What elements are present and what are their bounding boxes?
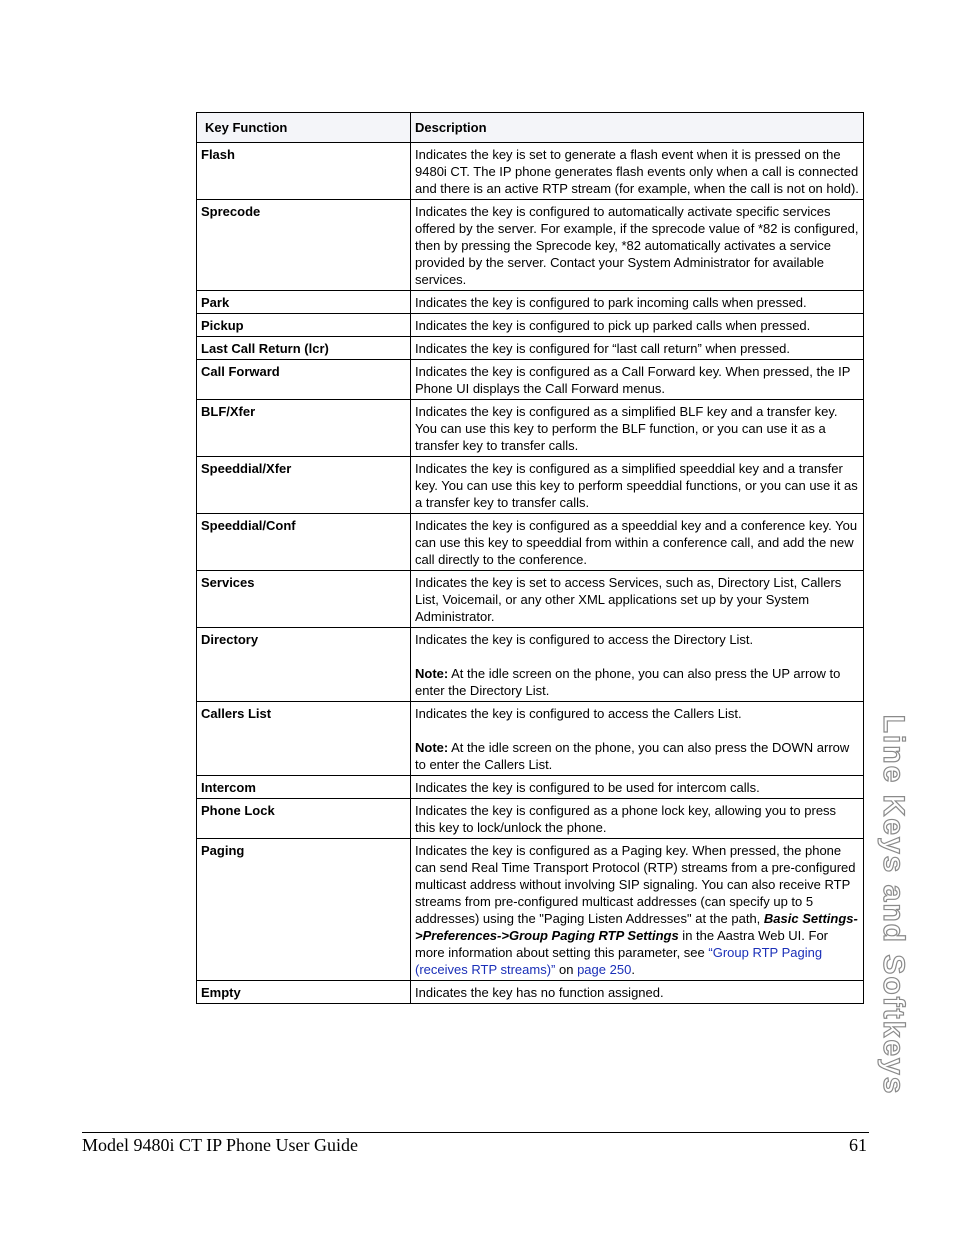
table-row xyxy=(197,981,864,1004)
note-label: Note: xyxy=(415,740,449,755)
key-function-cell: Paging xyxy=(197,839,411,981)
key-function-cell: Directory xyxy=(197,628,411,702)
column-header-key-function: Key Function xyxy=(197,113,411,143)
footer-page-number: 61 xyxy=(849,1135,867,1155)
description-text: Indicates the key is configured as a Paging key. When pressed, the phone can send Real Time Transport Protocol (RTP) streams from a pre-configured multicast address without involving SIP signaling. You can also receive RTP streams from pre-configured multicast addresses (can specify up to 5 addresses) using the "Paging Listen Addresses" at the path, xyxy=(415,843,856,926)
key-function-cell: Phone Lock xyxy=(197,799,411,839)
description-cell: Indicates the key is configured as a phone lock key, allowing you to press this key to lock/unlock the phone. xyxy=(411,799,864,839)
table-row xyxy=(197,337,864,360)
description-cell: Indicates the key is set to generate a flash event when it is pressed on the 9480i CT. The IP phone generates flash events only when a call is connected and there is an active RTP stream (for example, when the call is not on hold). xyxy=(411,143,864,200)
table-row xyxy=(197,291,864,314)
chapter-side-tab xyxy=(868,700,918,1110)
footer-divider xyxy=(82,1132,869,1133)
key-function-cell: Speeddial/Xfer xyxy=(197,457,411,514)
chapter-side-tab-label: Line Keys and Softkeys xyxy=(877,714,910,1096)
note-paragraph xyxy=(415,665,859,699)
description-text: Indicates the key is configured to access the Callers List. xyxy=(415,706,742,721)
description-text-end: . xyxy=(631,962,635,977)
description-text: Indicates the key is configured to access the Directory List. xyxy=(415,632,754,647)
table-row xyxy=(197,143,864,200)
key-function-table xyxy=(196,112,864,1004)
description-cell: Indicates the key is set to access Services, such as, Directory List, Callers List, Voicemail, or any other XML applications set up by your System Administrator. xyxy=(411,571,864,628)
note-text: At the idle screen on the phone, you can also press the UP arrow to enter the Directory List. xyxy=(415,666,841,698)
table-row xyxy=(197,514,864,571)
table-row xyxy=(197,200,864,291)
table-row xyxy=(197,457,864,514)
group-rtp-paging-link[interactable]: “Group RTP Paging (receives RTP streams)” xyxy=(415,945,823,977)
note-paragraph xyxy=(415,739,859,773)
description-cell: Indicates the key is configured as a simplified speeddial key and a transfer key. You can use this key to perform speeddial functions, or you can use it as a transfer key to transfer calls. xyxy=(411,457,864,514)
description-cell: Indicates the key is configured as a speeddial key and a conference key. You can use this key to speeddial from within a conference call, and add the new call directly to the conference. xyxy=(411,514,864,571)
key-function-cell: Services xyxy=(197,571,411,628)
table-row xyxy=(197,314,864,337)
key-function-cell: Park xyxy=(197,291,411,314)
description-cell: Indicates the key is configured as a simplified BLF key and a transfer key. You can use this key to perform the BLF function, or you can use it as a transfer key to transfer calls. xyxy=(411,400,864,457)
table-row xyxy=(197,776,864,799)
description-cell: Indicates the key is configured for “last call return” when pressed. xyxy=(411,337,864,360)
description-cell xyxy=(411,702,864,776)
note-label: Note: xyxy=(415,666,449,681)
page-250-link[interactable]: page 250 xyxy=(577,962,632,977)
key-function-cell: Speeddial/Conf xyxy=(197,514,411,571)
description-cell: Indicates the key is configured to pick up parked calls when pressed. xyxy=(411,314,864,337)
description-cell xyxy=(411,839,864,981)
description-cell: Indicates the key is configured as a Call Forward key. When pressed, the IP Phone UI displays the Call Forward menus. xyxy=(411,360,864,400)
table-header-row xyxy=(197,113,864,143)
key-function-cell: Sprecode xyxy=(197,200,411,291)
description-cell: Indicates the key has no function assigned. xyxy=(411,981,864,1004)
table-row xyxy=(197,400,864,457)
table-row xyxy=(197,628,864,702)
column-header-description: Description xyxy=(411,113,864,143)
description-cell: Indicates the key is configured to park incoming calls when pressed. xyxy=(411,291,864,314)
table-row xyxy=(197,839,864,981)
key-function-cell: Last Call Return (lcr) xyxy=(197,337,411,360)
key-function-cell: Callers List xyxy=(197,702,411,776)
table-row xyxy=(197,360,864,400)
key-function-cell: BLF/Xfer xyxy=(197,400,411,457)
key-function-cell: Empty xyxy=(197,981,411,1004)
note-text: At the idle screen on the phone, you can also press the DOWN arrow to enter the Callers List. xyxy=(415,740,850,772)
description-cell: Indicates the key is configured to be used for intercom calls. xyxy=(411,776,864,799)
key-function-cell: Pickup xyxy=(197,314,411,337)
key-function-cell: Call Forward xyxy=(197,360,411,400)
description-cell: Indicates the key is configured to automatically activate specific services offered by the server. For example, if the sprecode value of *82 is configured, then by pressing the Sprecode key, *82 automatically activates a service provided by the server. Contact your System Administrator for available services. xyxy=(411,200,864,291)
key-function-cell: Intercom xyxy=(197,776,411,799)
description-cell xyxy=(411,628,864,702)
key-function-cell: Flash xyxy=(197,143,411,200)
description-text-continued: in the Aastra Web UI. For more information about setting this parameter, see xyxy=(415,928,829,960)
table-row xyxy=(197,799,864,839)
table-row xyxy=(197,702,864,776)
description-text-on: on xyxy=(555,962,578,977)
settings-path: Basic Settings->Preferences->Group Paging RTP Settings xyxy=(415,911,858,943)
table-row xyxy=(197,571,864,628)
footer-guide-title: Model 9480i CT IP Phone User Guide xyxy=(82,1135,358,1155)
